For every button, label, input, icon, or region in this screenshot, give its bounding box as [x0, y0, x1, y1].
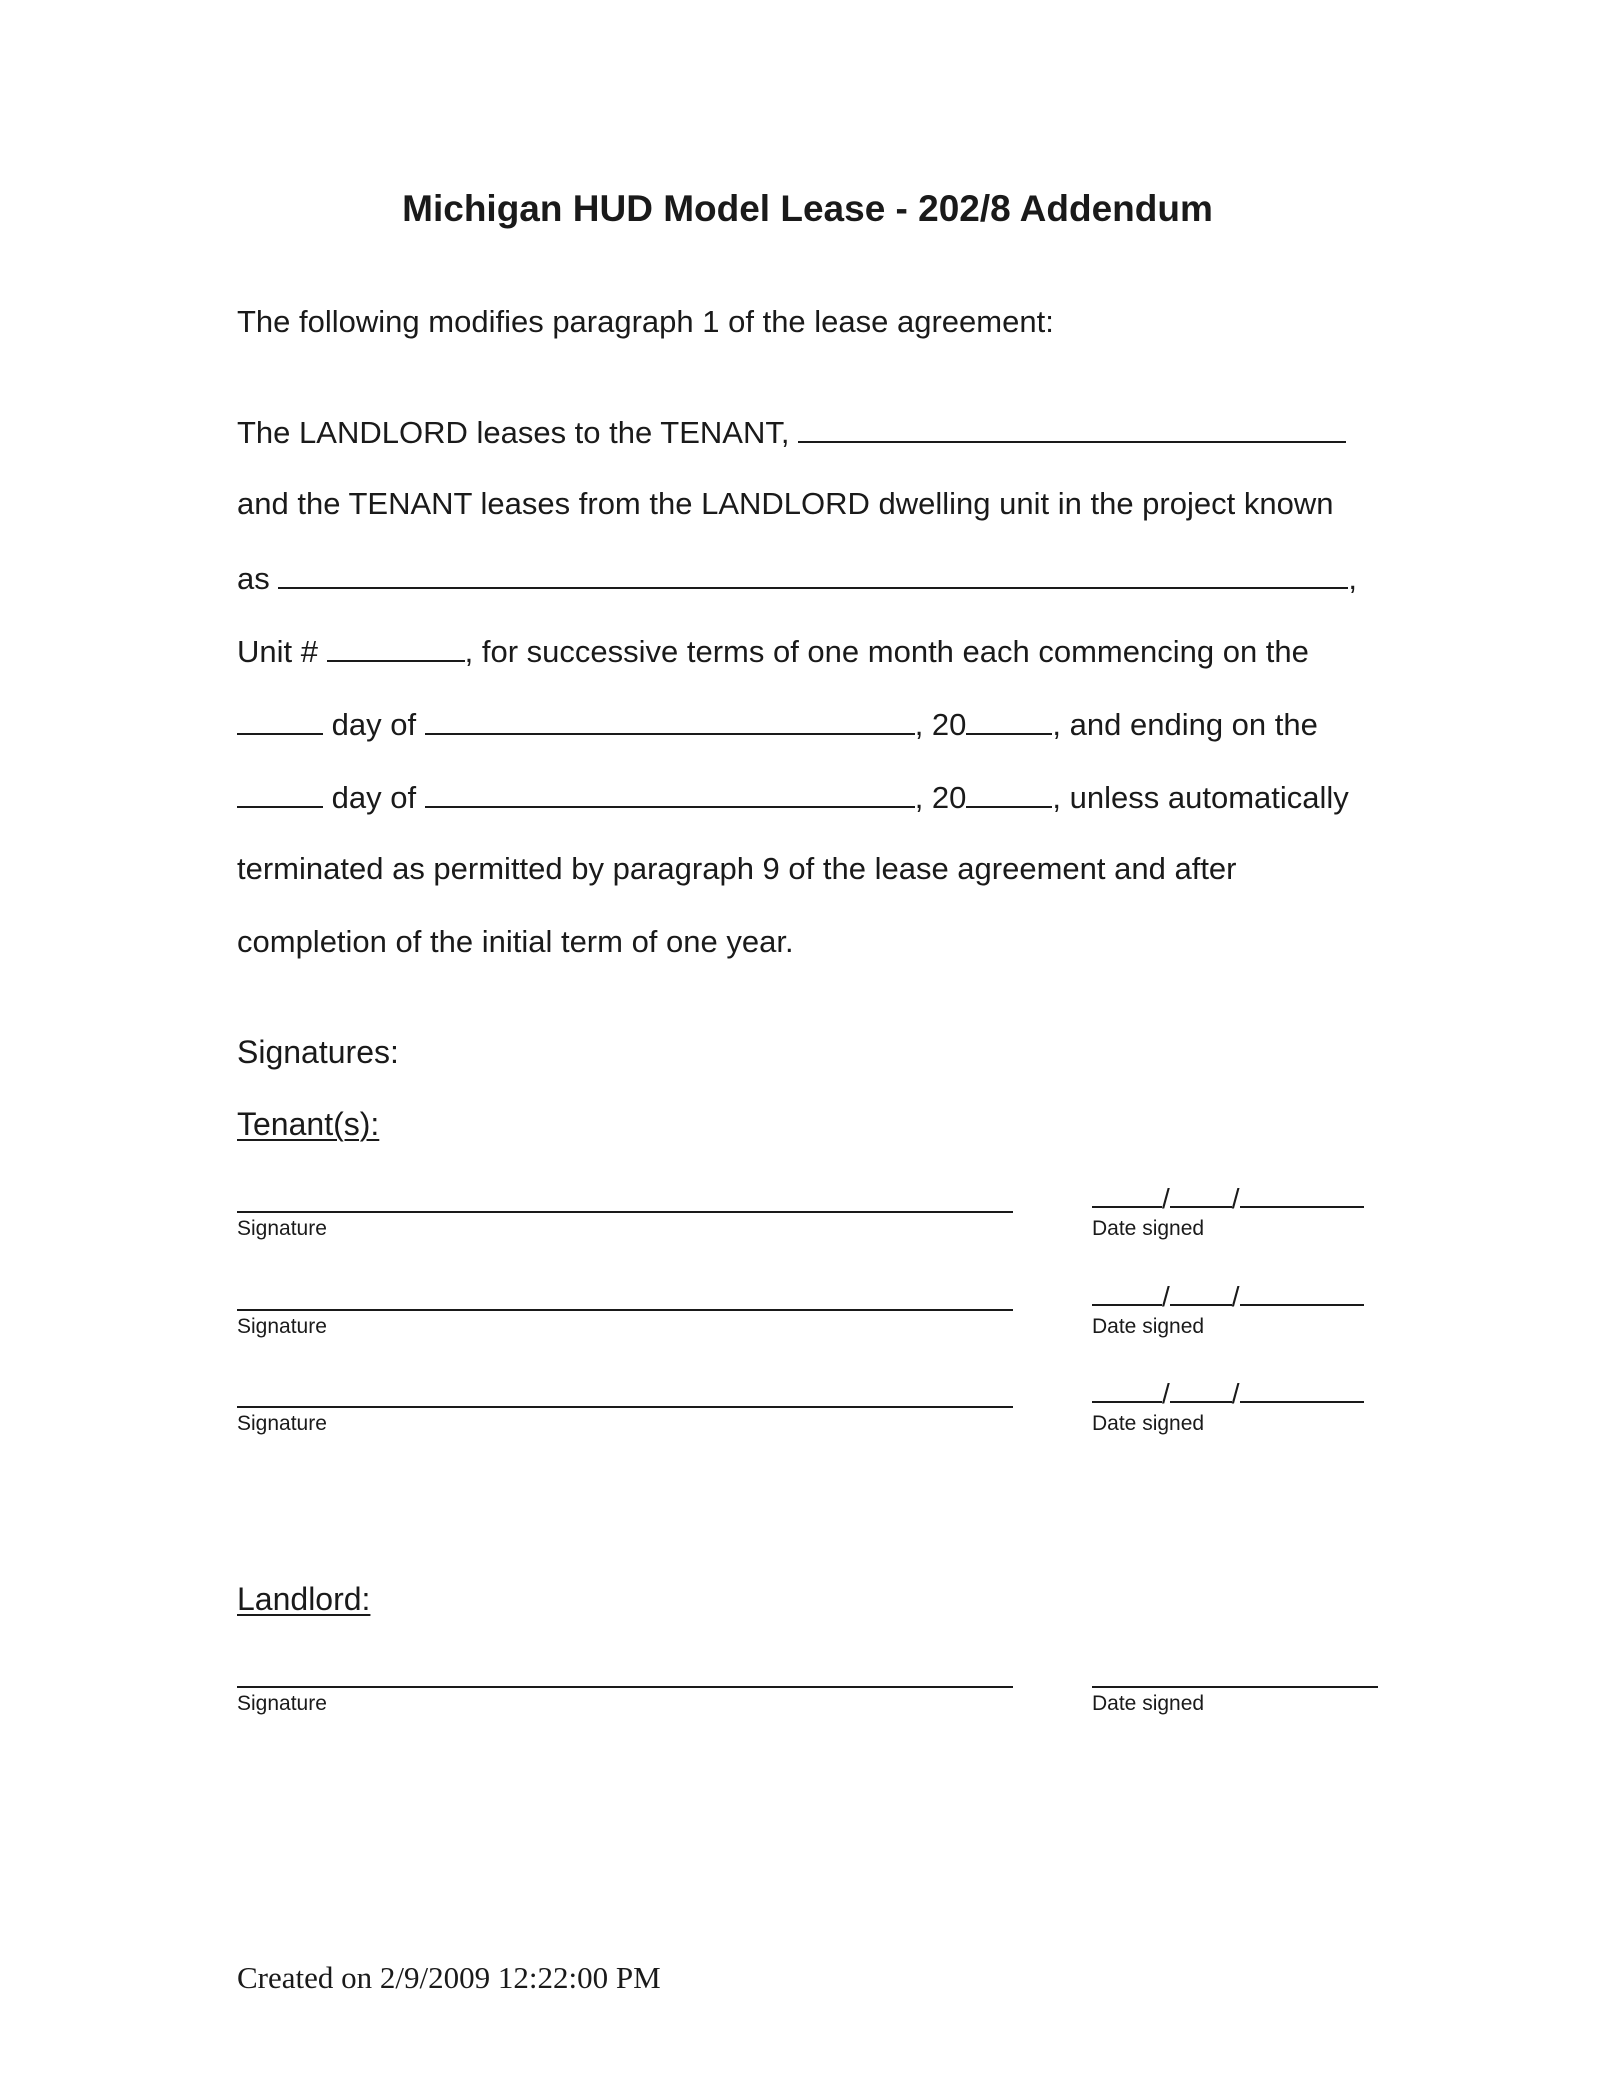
tenant-line	[237, 411, 1346, 453]
start-year-field[interactable]	[966, 703, 1052, 735]
start-date-suffix: , and ending on the	[1052, 707, 1318, 742]
tenant-date-field-2[interactable]: / /	[1092, 1278, 1364, 1313]
start-day-field[interactable]	[237, 703, 323, 735]
end-year-field[interactable]	[966, 776, 1052, 808]
tenants-heading: Tenant(s):	[237, 1106, 380, 1142]
start-month-field[interactable]	[425, 703, 915, 735]
tenant-signature-field-1[interactable]	[237, 1211, 1013, 1213]
termination-line: terminated as permitted by paragraph 9 of the lease agreement and after	[237, 851, 1237, 886]
tenant-name-field[interactable]	[798, 411, 1346, 443]
landlord-date-field[interactable]	[1092, 1686, 1378, 1688]
end-month-field[interactable]	[425, 776, 915, 808]
unit-suffix: , for successive terms of one month each commencing on the	[464, 634, 1309, 669]
tenant-date-field-3[interactable]: / /	[1092, 1375, 1364, 1410]
project-name-line	[237, 557, 1357, 599]
document-title: Michigan HUD Model Lease - 202/8 Addendum	[402, 188, 1213, 229]
tenant-date-year-3[interactable]	[1240, 1375, 1364, 1403]
landlord-signature-label: Signature	[237, 1692, 327, 1715]
unit-number-field[interactable]	[327, 630, 465, 662]
tenant-signature-label-2: Signature	[237, 1315, 327, 1338]
tenant-date-month-2[interactable]	[1092, 1278, 1162, 1306]
tenant-date-month-3[interactable]	[1092, 1375, 1162, 1403]
signatures-heading: Signatures:	[237, 1034, 399, 1070]
unit-line	[237, 630, 1309, 672]
landlord-heading: Landlord:	[237, 1581, 371, 1617]
end-year-prefix: , 20	[914, 780, 967, 815]
tenant-signature-field-3[interactable]	[237, 1406, 1013, 1408]
created-on-footer: Created on 2/9/2009 12:22:00 PM	[237, 1960, 661, 1995]
tenant-date-day-3[interactable]	[1170, 1375, 1232, 1403]
tenant-date-month-1[interactable]	[1092, 1180, 1162, 1208]
intro-text: The following modifies paragraph 1 of the lease agreement:	[237, 304, 1054, 339]
end-day-field[interactable]	[237, 776, 323, 808]
tenant-signature-label-3: Signature	[237, 1412, 327, 1435]
end-date-suffix: , unless automatically	[1052, 780, 1349, 815]
landlord-signature-field[interactable]	[237, 1686, 1013, 1688]
tenant-date-year-2[interactable]	[1240, 1278, 1364, 1306]
project-line: and the TENANT leases from the LANDLORD dwelling unit in the project known	[237, 486, 1334, 521]
start-year-prefix: , 20	[914, 707, 967, 742]
tenant-date-day-1[interactable]	[1170, 1180, 1232, 1208]
tenant-date-year-1[interactable]	[1240, 1180, 1364, 1208]
tenant-date-field-1[interactable]: / /	[1092, 1180, 1364, 1215]
tenant-date-label-2: Date signed	[1092, 1315, 1205, 1338]
tenant-signature-field-2[interactable]	[237, 1309, 1013, 1311]
tenant-line-text: The LANDLORD leases to the TENANT,	[237, 415, 790, 450]
tenant-signature-label-1: Signature	[237, 1217, 327, 1240]
tenant-date-day-2[interactable]	[1170, 1278, 1232, 1306]
tenant-date-label-3: Date signed	[1092, 1412, 1205, 1435]
end-date-line	[237, 776, 1349, 818]
unit-prefix: Unit #	[237, 634, 318, 669]
tenant-date-label-1: Date signed	[1092, 1217, 1205, 1240]
project-name-prefix: as	[237, 561, 270, 596]
project-name-suffix: ,	[1348, 561, 1357, 596]
completion-line: completion of the initial term of one year.	[237, 924, 794, 959]
end-day-of-text: day of	[331, 780, 417, 815]
project-name-field[interactable]	[278, 557, 1348, 589]
landlord-date-label: Date signed	[1092, 1692, 1205, 1715]
start-day-of-text: day of	[331, 707, 417, 742]
start-date-line	[237, 703, 1318, 745]
